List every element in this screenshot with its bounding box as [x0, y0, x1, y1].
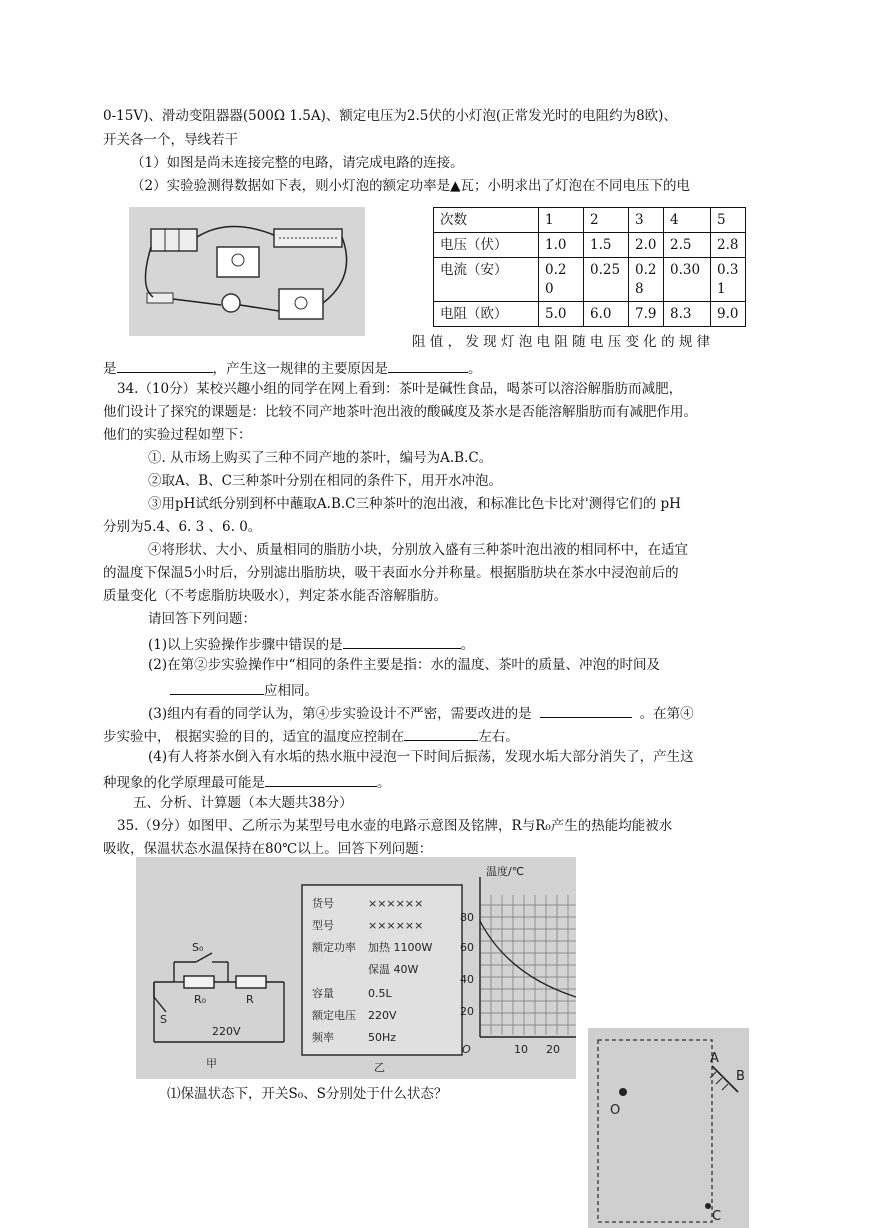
- table-cell: 7.9: [629, 301, 664, 326]
- spec-value: ××××××: [368, 919, 424, 932]
- answer-blank[interactable]: [540, 703, 632, 718]
- q34-answer3: [148, 703, 694, 722]
- table-row: [434, 258, 746, 301]
- text-fragment: 是: [103, 361, 117, 377]
- question-1: （1）如图是尚未连接完整的电路，请完成电路的连接。: [131, 155, 464, 171]
- q34-line3: 他们的实验过程如塑下：: [103, 427, 252, 443]
- intro-line1: 0-15V)、滑动变阻器器(500Ω 1.5A)、额定电压为2.5伏的小灯泡(正常发光时的电阻约为8欧)、: [103, 108, 677, 124]
- graph-x-tick: 20: [546, 1043, 560, 1056]
- intro-line2: 开关各一个，导线若干: [103, 132, 238, 148]
- text-fragment: 应相同。: [264, 683, 318, 699]
- q34-step3b: 分别为5.4、6. 3 、6. 0。: [103, 519, 262, 535]
- table-cell: 1.5: [584, 233, 629, 258]
- q34-step2: ②取A、B、C三种茶叶分别在相同的条件下，用开水冲泡。: [148, 473, 502, 489]
- measurement-table: [433, 207, 746, 327]
- table-cell: 8.3: [664, 301, 711, 326]
- table-cell: 5: [711, 208, 746, 233]
- label-o: O: [610, 1103, 621, 1118]
- label-s0: S₀: [192, 941, 204, 954]
- spec-value: 0.5L: [368, 987, 392, 1000]
- spec-value: ××××××: [368, 897, 424, 910]
- text-fragment: 步实验中， 根据实验的目的，适宜的温度应控制在: [103, 729, 405, 745]
- table-cell: 电流（安）: [434, 258, 539, 301]
- circuit-photo: [129, 207, 365, 336]
- spec-label: 货号: [312, 897, 334, 910]
- q34-step4a: ④将形状、大小、质量相同的脂肪小块，分别放入盛有三种茶叶泡出液的相同杯中，在适宜: [148, 542, 688, 558]
- point-o: [619, 1088, 627, 1096]
- label-c: C: [712, 1209, 722, 1224]
- q34-answer4: (4)有人将茶水倒入有水垢的热水瓶中浸泡一下时间后振荡，发现水垢大部分消失了，产生这: [148, 749, 694, 765]
- spec-label: 额定功率: [312, 941, 356, 954]
- q34-step4c: 质量变化（不考虑脂肪块吸水），判定茶水能否溶解脂肪。: [103, 588, 448, 604]
- label-r: R: [246, 993, 254, 1006]
- table-cell: 2.8: [711, 233, 746, 258]
- q35-line2: 吸收，保温状态水温保持在80℃以上。回答下列问题：: [103, 841, 433, 857]
- kettle-figure: [136, 857, 576, 1079]
- text-fragment: (3)组内有看的同学认为，第④步实验设计不严密，需要改进的是: [148, 706, 532, 722]
- graph-origin: O: [462, 1043, 471, 1056]
- answer-blank[interactable]: [265, 772, 377, 787]
- q34-ask: 请回答下列问题：: [148, 611, 256, 627]
- question-2: （2）实验验测得数据如下表，则小灯泡的额定功率是▲瓦；小明求出了灯泡在不同电压下的电: [131, 178, 690, 194]
- table-cell: 6.0: [584, 301, 629, 326]
- q35-line1: 35.（9分）如图甲、乙所示为某型号电水壶的电路示意图及铭牌，R与R₀产生的热能均能被水: [117, 818, 673, 834]
- graph-y-tick: 60: [460, 941, 474, 954]
- table-cell: 4: [664, 208, 711, 233]
- question-2-continued: 阻 值 ， 发 现 灯 泡 电 阻 随 电 压 变 化 的 规 律: [412, 334, 711, 350]
- text-fragment: ，产生这一规律的主要原因是: [212, 361, 388, 377]
- text-fragment: 。在第④: [639, 706, 694, 722]
- label-a: A: [710, 1051, 719, 1066]
- table-cell: 1.0: [539, 233, 584, 258]
- mirror-figure: [588, 1028, 749, 1228]
- kettle-figure-photo: [136, 857, 576, 1079]
- table-row: [434, 301, 746, 326]
- graph-y-tick: 20: [460, 1005, 474, 1018]
- table-cell: 3: [629, 208, 664, 233]
- answer-blank[interactable]: [343, 634, 461, 649]
- table-cell: 电阻（欧）: [434, 301, 539, 326]
- table-cell: 0.25: [584, 258, 629, 301]
- label-b: B: [736, 1069, 745, 1084]
- section-5-heading: 五、分析、计算题（本大题共38分）: [133, 795, 353, 811]
- table-cell: 2: [584, 208, 629, 233]
- q35-sub1: ⑴保温状态下，开关S₀、S分别处于什么状态？: [167, 1086, 448, 1102]
- graph-title: 温度/℃: [486, 865, 525, 878]
- text-fragment: (1)以上实验操作步骤中错误的是: [148, 637, 343, 653]
- text-fragment: 左右。: [478, 729, 519, 745]
- q34-line2: 他们设计了探究的课题是：比较不同产地茶叶泡出液的酸碱度及茶水是否能溶解脂肪而有减肥作用。: [103, 404, 697, 420]
- text-fragment: 。: [460, 637, 475, 653]
- question-2-line3: [103, 358, 482, 377]
- q34-step4b: 的温度下保温5小时后，分别滤出脂肪块，吸干表面水分并称量。根据脂肪块在茶水中浸泡前后的: [103, 565, 679, 581]
- answer-blank[interactable]: [170, 680, 264, 695]
- spec-label: 型号: [312, 919, 334, 932]
- table-cell: 0.3 1: [711, 258, 746, 301]
- table-cell: 5.0: [539, 301, 584, 326]
- spec-value: 加热 1100W: [368, 941, 433, 954]
- mirror-figure-photo: [588, 1028, 749, 1228]
- table-cell: 9.0: [711, 301, 746, 326]
- label-jia: 甲: [206, 1057, 217, 1070]
- text-fragment: 种现象的化学原理最可能是: [103, 775, 265, 791]
- label-yi: 乙: [374, 1061, 385, 1074]
- graph-x-tick: 10: [514, 1043, 528, 1056]
- answer-blank[interactable]: [388, 358, 468, 373]
- q34-answer3-line2: [103, 726, 519, 745]
- spec-value: 50Hz: [368, 1031, 397, 1044]
- q34-step1: ①. 从市场上购买了三种不同产地的茶叶，编号为A.B.C。: [148, 450, 493, 466]
- q34-step3a: ③用pH试纸分别到杯中蘸取A.B.C三种茶叶的泡出液，和标准比色卡比对'测得它们的 pH: [148, 496, 681, 512]
- q34-line1: 34.（10分）某校兴趣小组的同学在网上看到：茶叶是碱性食品，喝茶可以溶浴解脂肪而减肥，: [117, 381, 683, 397]
- graph-y-tick: 80: [460, 911, 474, 924]
- table-header-row: [434, 208, 746, 233]
- graph-y-tick: 40: [460, 973, 474, 986]
- q34-answer2-line2: [170, 680, 318, 699]
- point-c: [705, 1203, 711, 1209]
- spec-value: 220V: [368, 1009, 397, 1022]
- table-cell: 1: [539, 208, 584, 233]
- answer-blank[interactable]: [404, 726, 478, 741]
- table-row: [434, 233, 746, 258]
- table-cell: 电压（伏）: [434, 233, 539, 258]
- label-s: S: [160, 1013, 167, 1026]
- spec-label: 频率: [312, 1031, 334, 1044]
- q34-answer4-line2: [103, 772, 391, 791]
- spec-label: 容量: [312, 987, 334, 1000]
- label-r0: R₀: [194, 993, 207, 1006]
- q34-answer1: [148, 634, 474, 653]
- text-fragment: 。: [377, 775, 391, 791]
- table-cell: 0.30: [664, 258, 711, 301]
- circuit-drawing: [129, 207, 365, 336]
- table-cell: 次数: [434, 208, 539, 233]
- label-220v: 220V: [212, 1025, 241, 1038]
- table-cell: 2.5: [664, 233, 711, 258]
- table-cell: 0.2 8: [629, 258, 664, 301]
- answer-blank[interactable]: [117, 358, 213, 373]
- text-fragment: 。: [468, 361, 482, 377]
- table-cell: 2.0: [629, 233, 664, 258]
- spec-value: 保温 40W: [368, 963, 419, 976]
- q34-answer2: (2)在第②步实验操作中“相同的条件主要是指：水的温度、茶叶的质量、冲泡的时间及: [148, 657, 661, 673]
- table-cell: 0.2 0: [539, 258, 584, 301]
- spec-label: 额定电压: [312, 1009, 356, 1022]
